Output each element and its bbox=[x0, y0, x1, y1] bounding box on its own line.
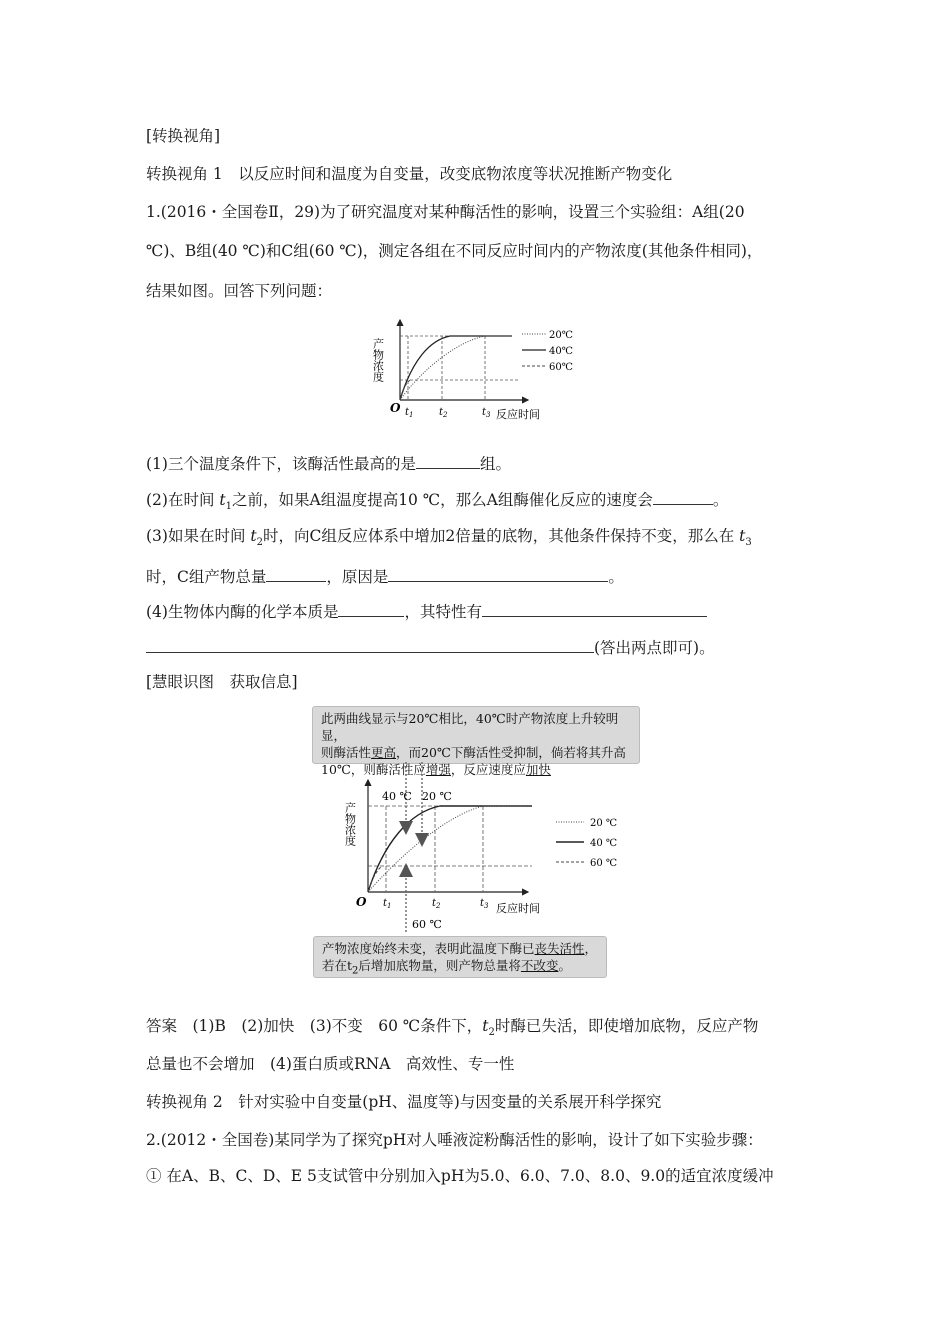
chart1-legend-40: 40℃ bbox=[549, 346, 573, 357]
chart2-legend-60: 60 ℃ bbox=[590, 858, 618, 869]
section-tag: [转换视角] bbox=[146, 127, 221, 145]
callout-bottom: 产物浓度始终未变，表明此温度下酶已丧失活性， 若在$t_2$后增加底物量，则产物总量将不改变。 bbox=[313, 936, 607, 978]
chart2-ylabel: 产物浓度 bbox=[343, 802, 357, 846]
q1-sub3-blank1[interactable] bbox=[266, 565, 326, 582]
chart2-legend-40: 40 ℃ bbox=[590, 838, 618, 849]
chart1-origin: O bbox=[390, 401, 401, 415]
q1-sub4-line1: (4)生物体内酶的化学本质是 ，其特性有 bbox=[146, 600, 707, 622]
chart1-series-20 bbox=[400, 336, 512, 400]
q1-stem-line3: 结果如图。回答下列问题： bbox=[146, 282, 333, 300]
chart2-series-40 bbox=[368, 806, 532, 892]
chart2-label-60: 60 ℃ bbox=[412, 918, 442, 931]
q1-sub4-line2: (答出两点即可)。 bbox=[146, 636, 715, 658]
chart2 bbox=[340, 760, 640, 940]
chart1-tick-t3: $t_3$ bbox=[482, 407, 491, 419]
chart1 bbox=[360, 312, 600, 428]
chart2-legend-20: 20 ℃ bbox=[590, 818, 618, 829]
q1-sub4-blank2[interactable] bbox=[482, 600, 707, 617]
insight-tag: [慧眼识图 获取信息] bbox=[146, 673, 298, 691]
q1-sub1-blank[interactable] bbox=[416, 452, 480, 469]
q1-sub2-blank[interactable] bbox=[653, 488, 713, 505]
answer-line1: 答案 (1)B (2)加快 (3)不变 60 ℃条件下，$t_2$时酶已失活，即使增加底物，反应产物 bbox=[146, 1017, 759, 1039]
q1-sub3-line1: (3)如果在时间 $t_2$时，向C组反应体系中增加2倍量的底物，其他条件保持不变，那么在 $t_3$ bbox=[146, 527, 752, 549]
chart1-xlabel: 反应时间 bbox=[496, 408, 540, 421]
chart2-tick-t2: $t_2$ bbox=[432, 898, 441, 910]
answer-line2: 总量也不会增加 (4)蛋白质或RNA 高效性、专一性 bbox=[146, 1055, 515, 1073]
chart2-origin: O bbox=[356, 895, 367, 909]
chart1-ylabel: 产物浓度 bbox=[371, 338, 385, 382]
chart2-label-20: 20 ℃ bbox=[422, 790, 452, 803]
callout-top: 此两曲线显示与20℃相比，40℃时产物浓度上升较明显， 则酶活性更高，而20℃下酶活性受抑制，倘若将其升高 10℃，则酶活性应增强，反应速度应加快 bbox=[312, 706, 640, 764]
chart2-series-20 bbox=[368, 806, 532, 892]
chart1-tick-t2: $t_2$ bbox=[439, 407, 448, 419]
view2-title: 转换视角 2 针对实验中自变量(pH、温度等)与因变量的关系展开科学探究 bbox=[146, 1093, 662, 1111]
q1-sub3-line2: 时，C组产物总量 ，原因是 。 bbox=[146, 565, 624, 587]
view1-title: 转换视角 1 以反应时间和温度为自变量，改变底物浓度等状况推断产物变化 bbox=[146, 165, 673, 183]
chart1-tick-t1: $t_1$ bbox=[405, 407, 414, 419]
q1-sub4-blank3[interactable] bbox=[146, 636, 594, 653]
chart1-series-40 bbox=[400, 336, 512, 400]
q1-sub2: (2)在时间 $t_1$之前，如果A组温度提高10 ℃，那么A组酶催化反应的速度会 。 bbox=[146, 488, 728, 517]
chart1-legend-20: 20℃ bbox=[549, 330, 573, 341]
q1-sub3-blank2[interactable] bbox=[388, 565, 608, 582]
q1-stem-line1: 1.(2016・全国卷Ⅱ，29)为了研究温度对某种酶活性的影响，设置三个实验组：A组(20 bbox=[146, 203, 745, 221]
chart2-tick-t1: $t_1$ bbox=[383, 898, 392, 910]
chart2-xlabel: 反应时间 bbox=[496, 902, 540, 915]
q1-sub4-blank1[interactable] bbox=[338, 600, 404, 617]
chart2-label-40: 40 ℃ bbox=[382, 790, 412, 803]
q2-step1: ① 在A、B、C、D、E 5支试管中分别加入pH为5.0、6.0、7.0、8.0、9.0的适宜浓度缓冲 bbox=[146, 1167, 774, 1185]
q2-stem: 2.(2012・全国卷)某同学为了探究pH对人唾液淀粉酶活性的影响，设计了如下实验步骤： bbox=[146, 1131, 763, 1149]
q1-stem-line2: ℃)、B组(40 ℃)和C组(60 ℃)，测定各组在不同反应时间内的产物浓度(其他条件相同)， bbox=[146, 242, 763, 260]
q1-sub1: (1)三个温度条件下，该酶活性最高的是 组。 bbox=[146, 452, 511, 474]
chart2-tick-t3: $t_3$ bbox=[480, 898, 489, 910]
chart1-legend-60: 60℃ bbox=[549, 362, 573, 373]
